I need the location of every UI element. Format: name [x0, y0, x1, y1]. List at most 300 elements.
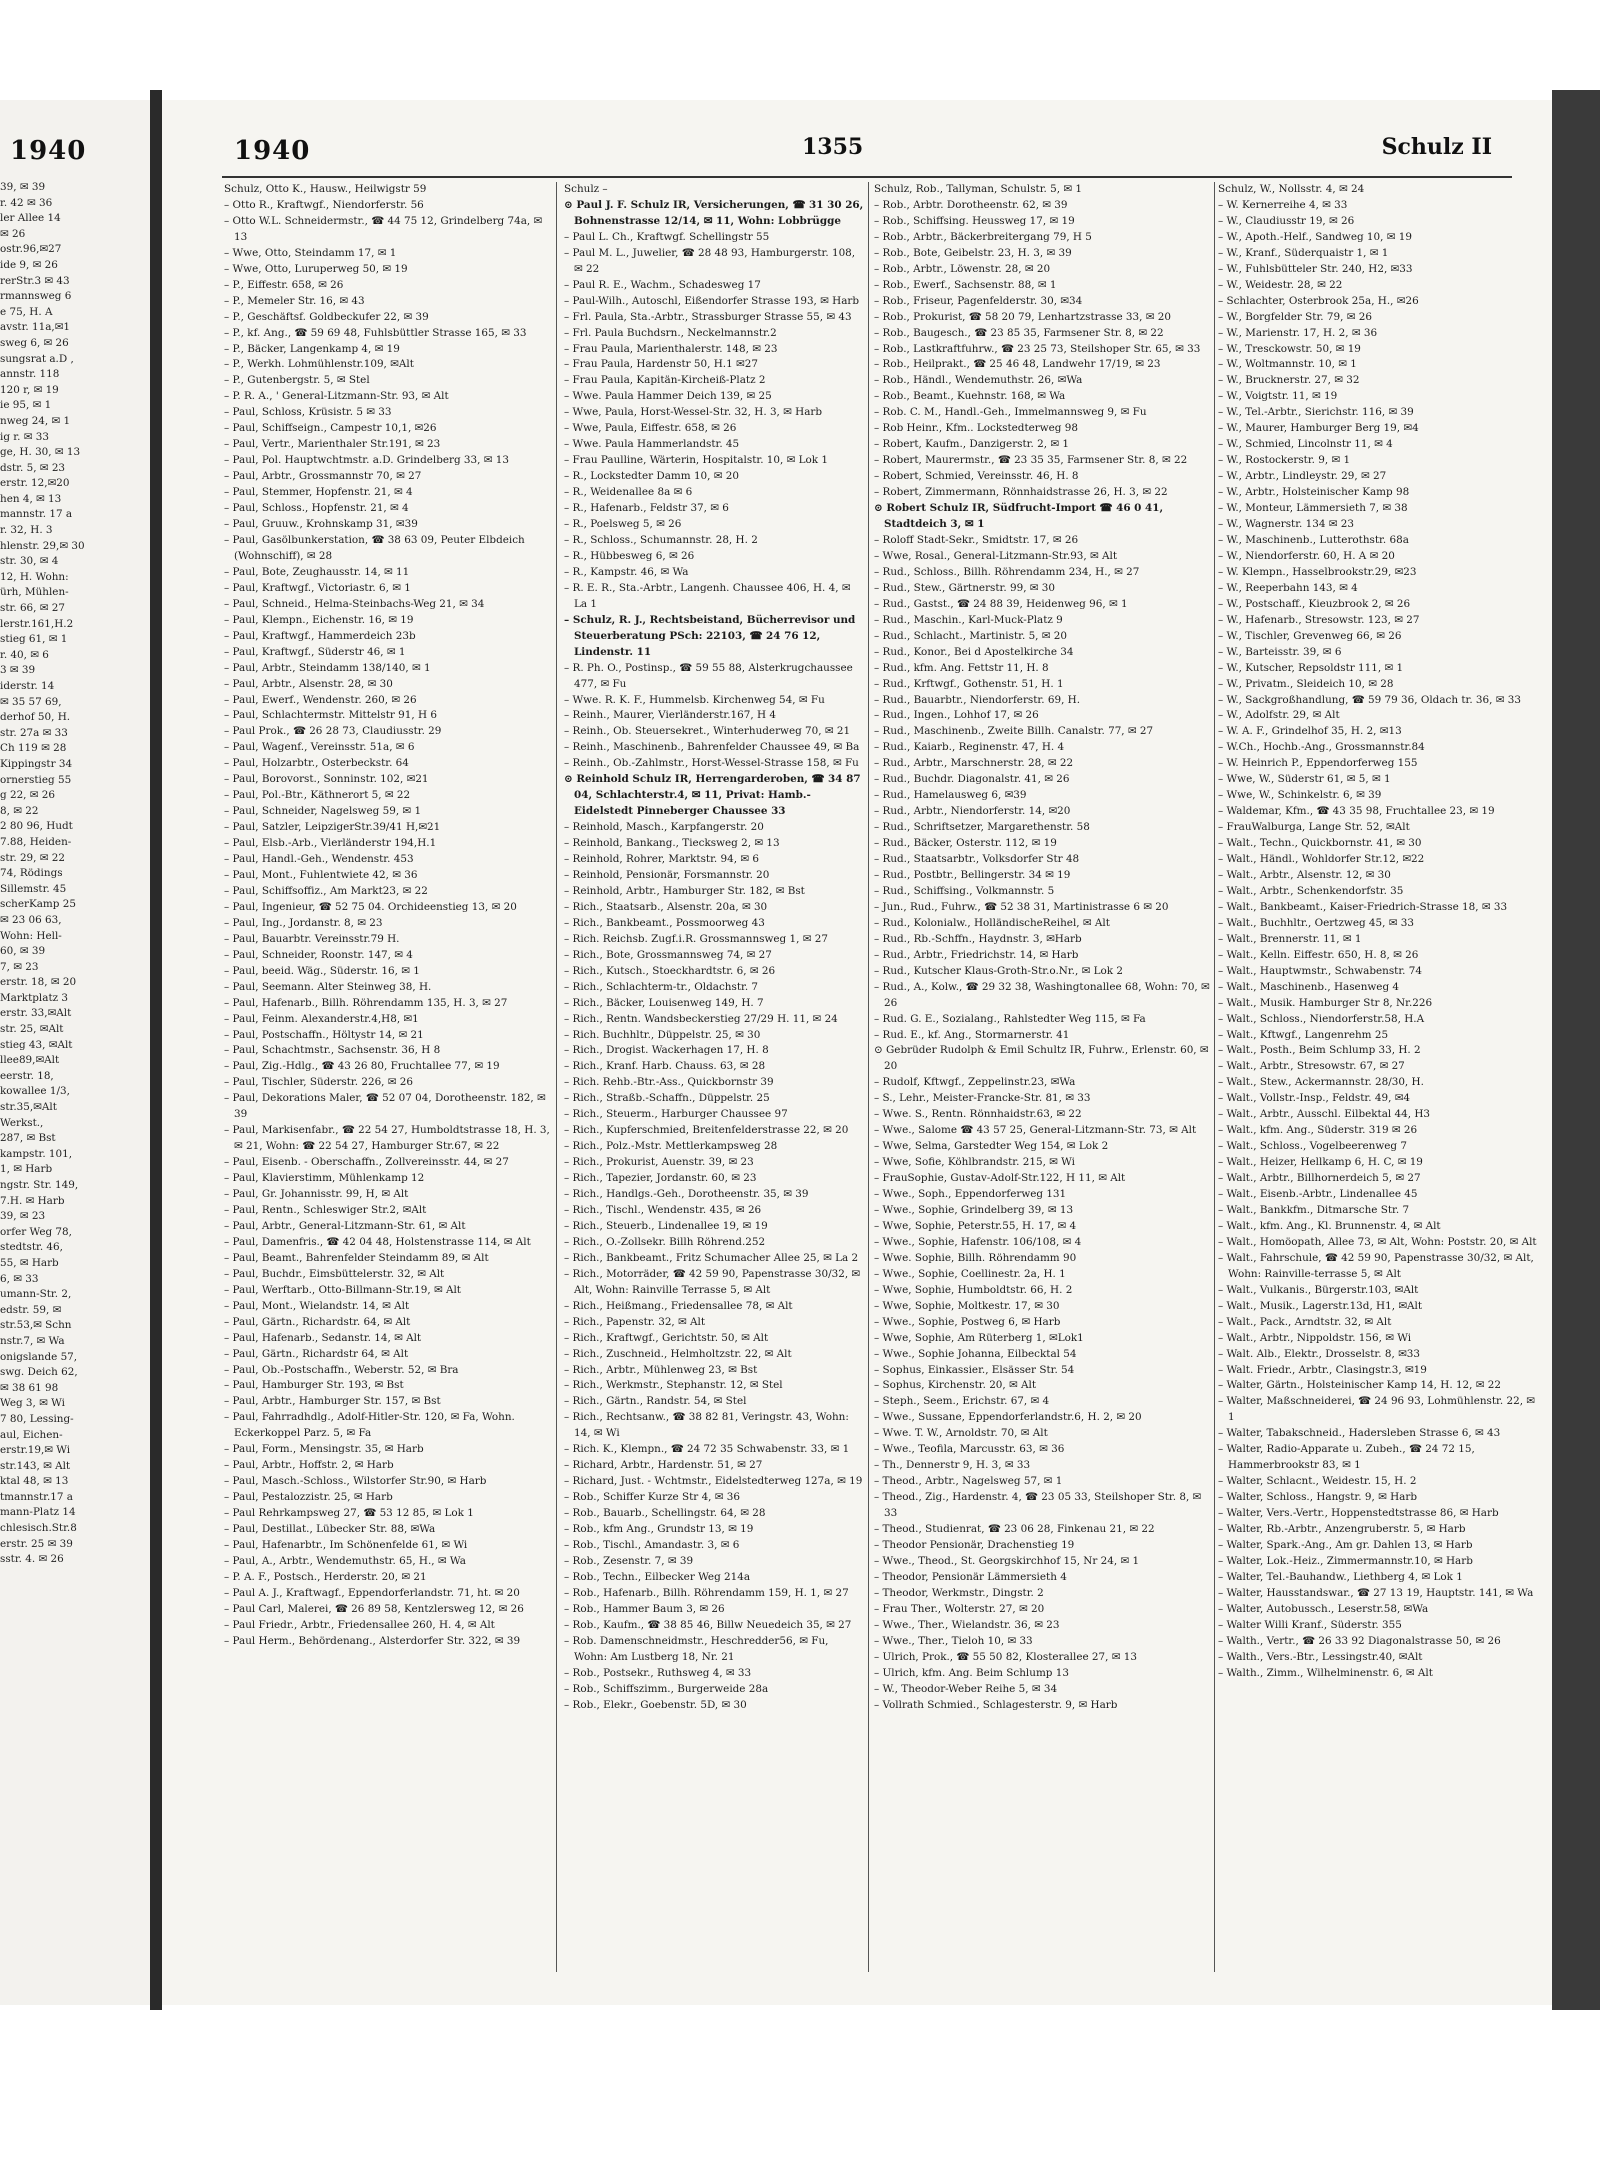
left-page-line: erstr. 25 ✉ 39 [0, 1537, 73, 1550]
left-page-line: Sillemstr. 45 [0, 882, 67, 895]
left-page-line: erstr. 33,✉Alt [0, 1007, 72, 1020]
directory-entry: – Wwe, Paula, Eiffestr. 658, ✉ 26 [564, 422, 737, 435]
directory-entry: – Rud., Kolonialw., HolländischeReihel, ✉ Alt [874, 916, 1110, 929]
directory-entry: – Paul, Schneid., Helma-Steinbachs-Weg 21, ✉ 34 [224, 597, 485, 610]
directory-entry: – Wwe., Ther., Tieloh 10, ✉ 33 [874, 1634, 1033, 1647]
directory-entry: – Paul, Wagenf., Vereinsstr. 51a, ✉ 6 [224, 741, 415, 754]
directory-entry: – Paul, Satzler, LeipzigerStr.39/41 H,✉21 [224, 821, 441, 834]
directory-entry: – W., Privatm., Sleideich 10, ✉ 28 [1218, 677, 1394, 690]
directory-entry: – Paul, Damenfris., ☎ 42 04 48, Holstenstrasse 114, ✉ Alt [224, 1235, 531, 1248]
directory-entry: – Theod., Studienrat, ☎ 23 06 28, Finkenau 21, ✉ 22 [874, 1523, 1155, 1536]
left-page-line: erstr. 18, ✉ 20 [0, 976, 77, 989]
directory-entry: – Wwe., Sophie, Coellinestr. 2a, H. 1 [874, 1267, 1066, 1280]
directory-entry: – Walter, Tabakschneid., Hadersleben Strasse 6, ✉ 43 [1218, 1427, 1501, 1440]
directory-entry: – Rich., Papenstr. 32, ✉ Alt [564, 1315, 706, 1328]
directory-entry: – Frl. Paula, Sta.-Arbtr., Strassburger Strasse 55, ✉ 43 [564, 310, 852, 323]
directory-entry: – Rud., Arbtr., Friedrichstr. 14, ✉ Harb [874, 948, 1079, 961]
left-page-line: lerstr.161,H.2 [0, 617, 74, 630]
directory-entry: – Walter, Tel.-Bauhandw., Liethberg 4, ✉ Lok 1 [1218, 1570, 1463, 1583]
directory-entry: – Rud., Schloss., Billh. Röhrendamm 234, H., ✉ 27 [874, 565, 1140, 578]
directory-entry: – Rob., Baugesch., ☎ 23 85 35, Farmsener Str. 8, ✉ 22 [874, 326, 1164, 339]
left-page-line: e 75, H. A [0, 305, 53, 318]
left-page-line: mannstr. 17 a [0, 508, 73, 521]
directory-entry: – Wwe. Paula Hammer Deich 139, ✉ 25 [564, 390, 772, 403]
directory-entry: – W., Reeperbahn 143, ✉ 4 [1218, 581, 1358, 594]
directory-entry: – Wwe., Sophie, Grindelberg 39, ✉ 13 [874, 1204, 1074, 1216]
book-spine [150, 90, 162, 2010]
directory-entry: – Paul, Ob.-Postschaffn., Weberstr. 52, ✉ Bra [224, 1363, 459, 1376]
directory-entry: – Paul, Kraftwgf., Victoriastr. 6, ✉ 1 [224, 581, 411, 594]
directory-entry: – P., Werkh. Lohmühlenstr.109, ✉Alt [224, 358, 414, 371]
directory-entry: – Paul, Schneider, Nagelsweg 59, ✉ 1 [224, 805, 422, 818]
directory-entry: – Rob., Beamt., Kuehnstr. 168, ✉ Wa [874, 390, 1066, 403]
directory-entry: – Roloff Stadt-Sekr., Smidtstr. 17, ✉ 26 [874, 533, 1079, 546]
left-page-fragment [0, 100, 150, 2005]
directory-entry: – W., Theodor-Weber Reihe 5, ✉ 34 [874, 1682, 1058, 1695]
directory-entry: Schulz, W., Nollsstr. 4, ✉ 24 [1218, 183, 1365, 195]
directory-entry: – Rudolf, Kftwgf., Zeppelinstr.23, ✉Wa [874, 1076, 1076, 1089]
directory-entry: – Rob., Hafenarb., Billh. Röhrendamm 159, H. 1, ✉ 27 [564, 1586, 849, 1599]
left-page-line: str.53,✉ Schn [0, 1319, 72, 1332]
scan-top-border [0, 0, 1600, 90]
directory-entry: – Rob., Postsekr., Ruthsweg 4, ✉ 33 [564, 1666, 752, 1679]
directory-entry: – Paul, Kraftwgf., Süderstr 46, ✉ 1 [224, 645, 406, 658]
directory-entry: – Walter, Schloss., Hangstr. 9, ✉ Harb [1218, 1491, 1417, 1504]
left-page-line: ✉ 23 06 63, [0, 913, 62, 926]
directory-entry: – Rud., Krftwgf., Gothenstr. 51, H. 1 [874, 677, 1064, 690]
directory-entry: – Rud., Konor., Bei d Apostelkirche 34 [874, 645, 1074, 658]
directory-entry: – Rob., Elekr., Goebenstr. 5D, ✉ 30 [564, 1698, 747, 1711]
directory-entry: – Paul, Kraftwgf., Hammerdeich 23b [224, 629, 416, 642]
directory-entry: – Rud., Buchdr. Diagonalstr. 41, ✉ 26 [874, 773, 1070, 786]
directory-entry: – Reinhold, Masch., Karpfangerstr. 20 [564, 821, 764, 834]
directory-entry: – Paul, Hafenarb., Billh. Röhrendamm 135, H. 3, ✉ 27 [224, 996, 508, 1009]
directory-entry: – R., Poelsweg 5, ✉ 26 [564, 518, 682, 531]
directory-entry: – Paul Prok., ☎ 26 28 73, Claudiusstr. 29 [224, 725, 442, 738]
directory-entry: Schulz, Rob., Tallyman, Schulstr. 5, ✉ 1 [874, 183, 1082, 195]
directory-entry: – Paul, Holzarbtr., Osterbeckstr. 64 [224, 757, 409, 770]
directory-entry: – Rud., Schiffsing., Volkmannstr. 5 [874, 884, 1055, 897]
directory-entry: – Paul L. Ch., Kraftwgf. Schellingstr 55 [564, 230, 770, 243]
directory-entry: – W., Tel.-Arbtr., Sierichstr. 116, ✉ 39 [1218, 406, 1414, 419]
directory-entry: – R. Ph. O., Postinsp., ☎ 59 55 88, Alsterkrugchaussee 477, ✉ Fu [564, 661, 853, 690]
directory-entry: – Rich., Kutsch., Stoeckhardtstr. 6, ✉ 26 [564, 964, 776, 977]
directory-entry: – Wwe, Rosal., General-Litzmann-Str.93, ✉ Alt [874, 549, 1118, 562]
left-page-line: g 22, ✉ 26 [0, 789, 56, 802]
directory-entry: – Walt., Arbtr., Nippoldstr. 156, ✉ Wi [1218, 1331, 1412, 1344]
directory-entry: – Paul, Hafenarbtr., Im Schönenfelde 61, ✉ Wi [224, 1539, 468, 1552]
directory-entry: – Rich., Bote, Grossmannsweg 74, ✉ 27 [564, 948, 772, 961]
directory-entry: – Paul, Arbtr., General-Litzmann-Str. 61, ✉ Alt [224, 1219, 466, 1232]
directory-entry: – Rob. Damenschneidmstr., Heschredder56, ✉ Fu, Wohn: Am Lustberg 18, Nr. 21 [564, 1634, 829, 1663]
directory-entry: – W., Marienstr. 17, H. 2, ✉ 36 [1218, 326, 1378, 339]
directory-entry: – Rob., Arbtr., Löwenstr. 28, ✉ 20 [874, 262, 1051, 275]
directory-entry: – Paul, Schneider, Roonstr. 147, ✉ 4 [224, 948, 413, 961]
directory-entry: – Walt., Vulkanis., Bürgerstr.103, ✉Alt [1218, 1283, 1419, 1296]
directory-entry: ⊙ Paul J. F. Schulz IR, Versicherungen, ☎ 31 30 26, Bohnenstrasse 12/14, ✉ 11, Wohn: Lobbrügge [564, 198, 864, 227]
scan-right-border [1552, 90, 1600, 2010]
directory-entry: – Frau Paulline, Wärterin, Hospitalstr. 10, ✉ Lok 1 [564, 454, 829, 467]
directory-entry: – W., Rostockerstr. 9, ✉ 1 [1218, 454, 1351, 467]
directory-entry: – Reinhold, Arbtr., Hamburger Str. 182, ✉ Bst [564, 884, 805, 897]
directory-entry: – Paul Herm., Behördenang., Alsterdorfer Str. 322, ✉ 39 [224, 1634, 521, 1647]
directory-entry: – W., Brucknerstr. 27, ✉ 32 [1218, 374, 1360, 387]
directory-entry: – Paul, Dekorations Maler, ☎ 52 07 04, Dorotheenstr. 182, ✉ 39 [224, 1092, 546, 1121]
directory-entry: – Paul, A., Arbtr., Wendemuthstr. 65, H., ✉ Wa [224, 1554, 466, 1567]
directory-entry: – Rud., Bäcker, Osterstr. 112, ✉ 19 [874, 837, 1057, 850]
directory-entry: – Rob., kfm Ang., Grundstr 13, ✉ 19 [564, 1523, 754, 1536]
directory-entry: – Wwe., Teofila, Marcusstr. 63, ✉ 36 [874, 1443, 1065, 1456]
left-page-line: Werkst., [0, 1116, 44, 1129]
directory-entry: – Walter, Hausstandswar., ☎ 27 13 19, Hauptstr. 141, ✉ Wa [1218, 1586, 1534, 1599]
directory-entry: – W., Kutscher, Repsoldstr 111, ✉ 1 [1218, 661, 1404, 674]
left-page-line: 39, ✉ 23 [0, 1210, 46, 1223]
directory-entry: – Paul, Zig.-Hdlg., ☎ 43 26 80, Fruchtallee 77, ✉ 19 [224, 1060, 500, 1073]
column-divider [1214, 182, 1215, 1972]
left-page-line: ngstr. Str. 149, [0, 1179, 79, 1191]
directory-page [162, 100, 1552, 2005]
directory-entry: – Wwe, W., Süderstr 61, ✉ 5, ✉ 1 [1218, 773, 1391, 786]
left-page-line: stieg 61, ✉ 1 [0, 633, 68, 646]
directory-entry: – Rud., Maschin., Karl-Muck-Platz 9 [874, 613, 1063, 626]
left-page-line: 2 80 96, Hudt [0, 820, 73, 833]
directory-entry: – Paul, Bote, Zeughausstr. 14, ✉ 11 [224, 565, 410, 578]
directory-entry: – Robert, Maurermstr., ☎ 23 35 35, Farmsener Str. 8, ✉ 22 [874, 454, 1188, 467]
directory-entry: – R., Schloss., Schumannstr. 28, H. 2 [564, 533, 758, 546]
directory-entry: – W., Woltmannstr. 10, ✉ 1 [1218, 358, 1357, 371]
directory-entry: – Robert, Kaufm., Danzigerstr. 2, ✉ 1 [874, 438, 1069, 451]
directory-entry: – Rob., Prokurist, ☎ 58 20 79, Lenhartzstrasse 33, ✉ 20 [874, 310, 1171, 323]
directory-entry: – Paul, Destillat., Lübecker Str. 88, ✉Wa [224, 1523, 436, 1536]
directory-entry: – Wwe., Salome ☎ 43 57 25, General-Litzmann-Str. 73, ✉ Alt [874, 1124, 1197, 1137]
directory-entry: – R., Hübbesweg 6, ✉ 26 [564, 549, 695, 562]
directory-entry: – Paul, Arbtr., Steindamm 138/140, ✉ 1 [224, 661, 431, 674]
directory-entry: – Walter, Maßschneiderei, ☎ 24 96 93, Lohmühlenstr. 22, ✉ 1 [1218, 1395, 1536, 1424]
directory-entry: – Paul, Ingenieur, ☎ 52 75 04. Orchideenstieg 13, ✉ 20 [224, 900, 517, 913]
directory-entry: – Rob., Schiffsing. Heussweg 17, ✉ 19 [874, 214, 1075, 227]
directory-entry: – Paul, Hamburger Str. 193, ✉ Bst [224, 1379, 404, 1392]
left-page-line: nstr.7, ✉ Wa [0, 1334, 65, 1347]
left-page-line: stieg 43, ✉Alt [0, 1038, 73, 1051]
directory-entry: – Wwe, Sofie, Köhlbrandstr. 215, ✉ Wi [874, 1156, 1076, 1169]
directory-entry: – Walt., Vollstr.-Insp., Feldstr. 49, ✉4 [1218, 1092, 1411, 1105]
directory-entry: – Walt., Musik. Hamburger Str 8, Nr.226 [1218, 996, 1433, 1009]
directory-entry: – P., Eiffestr. 658, ✉ 26 [224, 278, 344, 291]
directory-entry: – Walter, Lok.-Heiz., Zimmermannstr.10, ✉ Harb [1218, 1554, 1473, 1567]
directory-entry: – W. A. F., Grindelhof 35, H. 2, ✉13 [1218, 725, 1402, 738]
directory-entry: – Walt., Kftwgf., Langenrehm 25 [1218, 1028, 1389, 1041]
directory-entry: – Paul, Schlachtermstr. Mittelstr 91, H 6 [224, 709, 437, 722]
left-page-line: dstr. 5, ✉ 23 [0, 461, 66, 474]
directory-entry: – Rich., Steuerm., Harburger Chaussee 97 [564, 1108, 788, 1121]
directory-entry: – Wwe, Otto, Luruperweg 50, ✉ 19 [224, 262, 408, 275]
directory-entry: – R. E. R., Sta.-Arbtr., Langenh. Chaussee 406, H. 4, ✉ La 1 [564, 581, 851, 610]
directory-entry: – Reinh., Ob.-Zahlmstr., Horst-Wessel-Strasse 158, ✉ Fu [564, 757, 859, 770]
directory-entry: – Rich., Bankbeamt., Fritz Schumacher Allee 25, ✉ La 2 [564, 1251, 859, 1264]
left-page-line: edstr. 59, ✉ [0, 1303, 62, 1316]
directory-entry: – Paul, Mont., Fuhlentwiete 42, ✉ 36 [224, 868, 418, 881]
directory-entry: – Ulrich, Prok., ☎ 55 50 82, Klosterallee 27, ✉ 13 [874, 1650, 1137, 1663]
left-page-line: eerstr. 18, [0, 1069, 54, 1082]
directory-entry: – Wwe, W., Schinkelstr. 6, ✉ 39 [1218, 789, 1382, 802]
left-page-line: Kippingstr 34 [0, 757, 73, 770]
directory-entry: – Paul, Gr. Johannisstr. 99, H, ✉ Alt [224, 1188, 409, 1201]
left-page-line: erstr.19,✉ Wi [0, 1444, 71, 1457]
directory-entry: – Rob., Bote, Geibelstr. 23, H. 3, ✉ 39 [874, 246, 1072, 259]
column-divider [868, 182, 869, 1972]
directory-entry: – Walth., Zimm., Wilhelminenstr. 6, ✉ Alt [1218, 1666, 1433, 1679]
directory-entry: – Rich., O.-Zollsekr. Billh Röhrend.252 [564, 1235, 766, 1248]
directory-entry: – Th., Dennerstr 9, H. 3, ✉ 33 [874, 1459, 1031, 1472]
directory-entry: – Walt. Alb., Elektr., Drosselstr. 8, ✉33 [1218, 1347, 1420, 1360]
directory-entry: – Wwe, Otto, Steindamm 17, ✉ 1 [224, 246, 397, 259]
directory-entry: – Paul, Elsb.-Arb., Vierländerstr 194,H.1 [224, 837, 437, 850]
left-page-line: mann-Platz 14 [0, 1506, 76, 1519]
left-page-line: 39, ✉ 39 [0, 181, 46, 193]
directory-entry: – Sophus, Kirchenstr. 20, ✉ Alt [874, 1379, 1037, 1392]
directory-entry: – Richard, Arbtr., Hardenstr. 51, ✉ 27 [564, 1459, 763, 1472]
directory-entry: – Walt., Händl., Wohldorfer Str.12, ✉22 [1218, 853, 1425, 866]
directory-entry: – Walt., Arbtr., Billhornerdeich 5, ✉ 27 [1218, 1172, 1421, 1185]
directory-entry: – Reinhold, Bankang., Tiecksweg 2, ✉ 13 [564, 837, 780, 850]
directory-entry: – Wwe, Sophie, Moltkestr. 17, ✉ 30 [874, 1299, 1060, 1312]
left-page-line: 7.H. ✉ Harb [0, 1194, 65, 1207]
left-page-line: nweg 24, ✉ 1 [0, 414, 71, 427]
left-page-lines [0, 180, 148, 1568]
left-page-line: str. 30, ✉ 4 [0, 555, 59, 568]
directory-entry: – R., Weidenallee 8a ✉ 6 [564, 486, 693, 499]
left-page-line: annstr. 118 [0, 368, 60, 381]
directory-entry: – Wwe, Paula, Horst-Wessel-Str. 32, H. 3, ✉ Harb [564, 406, 823, 419]
directory-entry: – Walter, Autobussch., Leserstr.58, ✉Wa [1218, 1602, 1429, 1615]
directory-entry: – Rud., Postbtr., Bellingerstr. 34 ✉ 19 [874, 868, 1071, 881]
directory-entry: – Rich., Werkmstr., Stephanstr. 12, ✉ Stel [564, 1379, 783, 1392]
directory-entry: ⊙ Reinhold Schulz IR, Herrengarderoben, ☎ 34 87 04, Schlachterstr.4, ✉ 11, Privat: Hamb.-Eidelstedt Pinneberger Chaussee 33 [564, 773, 861, 818]
left-page-line: 8, ✉ 22 [0, 804, 39, 817]
directory-entry: – Paul, Schachtmstr., Sachsenstr. 36, H 8 [224, 1044, 441, 1057]
directory-entry: – Paul, Buchdr., Eimsbüttelerstr. 32, ✉ Alt [224, 1267, 445, 1280]
directory-entry: – Paul, Vertr., Marienthaler Str.191, ✉ 23 [224, 438, 441, 451]
directory-entry: – Rob., Lastkraftfuhrw., ☎ 23 25 73, Steilshoper Str. 65, ✉ 33 [874, 342, 1201, 355]
left-page-line: hlenstr. 29,✉ 30 [0, 539, 85, 552]
directory-entry: – Rud., Rb.-Schffn., Haydnstr. 3, ✉Harb [874, 932, 1082, 945]
directory-entry: – P., kf. Ang., ☎ 59 69 48, Fuhlsbüttler Strasse 165, ✉ 33 [224, 326, 527, 339]
left-page-line: 287, ✉ Bst [0, 1132, 56, 1145]
directory-entry: – Walt., Bankkfm., Ditmarsche Str. 7 [1218, 1204, 1410, 1216]
directory-entry: – R., Kampstr. 46, ✉ Wa [564, 565, 689, 578]
left-page-line: ürh, Mühlen- [0, 586, 69, 599]
left-page-line: 7, ✉ 23 [0, 960, 39, 973]
directory-entry: – Rob., Arbtr. Dorotheenstr. 62, ✉ 39 [874, 198, 1068, 211]
left-page-line: orfer Weg 78, [0, 1225, 72, 1238]
directory-entry: – Reinhold, Pensionär, Forsmannstr. 20 [564, 868, 770, 881]
directory-entry: – Robert, Schmied, Vereinsstr. 46, H. 8 [874, 470, 1079, 483]
directory-entry: – FrauSophie, Gustav-Adolf-Str.122, H 11, ✉ Alt [874, 1172, 1126, 1185]
directory-entry: – Walt., Stew., Ackermannstr. 28/30, H. [1218, 1076, 1424, 1089]
left-page-line: onigslande 57, [0, 1350, 78, 1363]
directory-entry: – Rich., Rentn. Wandsbeckerstieg 27/29 H. 11, ✉ 24 [564, 1012, 838, 1025]
directory-entry: – Steph., Seem., Erichstr. 67, ✉ 4 [874, 1395, 1050, 1408]
directory-entry: – W., Kranf., Süderquaistr 1, ✉ 1 [1218, 246, 1389, 259]
directory-entry: – Paul, Pol. Hauptwchtmstr. a.D. Grindelberg 33, ✉ 13 [224, 454, 509, 467]
directory-entry: – Rich., Handlgs.-Geh., Dorotheenstr. 35, ✉ 39 [564, 1188, 809, 1201]
directory-entry: – Wwe. R. K. F., Hummelsb. Kirchenweg 54, ✉ Fu [564, 693, 825, 706]
directory-entry: – W., Maurer, Hamburger Berg 19, ✉4 [1218, 422, 1419, 435]
left-page-line: aul, Eichen- [0, 1428, 63, 1441]
directory-entry: – Wwe, Sophie, Peterstr.55, H. 17, ✉ 4 [874, 1219, 1077, 1232]
left-page-line: ✉ 38 61 98 [0, 1381, 59, 1394]
directory-entry: – Walt., Eisenb.-Arbtr., Lindenallee 45 [1218, 1188, 1418, 1201]
left-page-line: 1, ✉ Harb [0, 1163, 53, 1176]
directory-entry: – P., Memeler Str. 16, ✉ 43 [224, 294, 365, 307]
left-page-line: sungsrat a.D , [0, 352, 74, 365]
directory-entry: – Paul, Ing., Jordanstr. 8, ✉ 23 [224, 916, 383, 929]
directory-entry: – Rud., Kutscher Klaus-Groth-Str.o.Nr., ✉ Lok 2 [874, 964, 1123, 977]
directory-entry: – Walt., Fahrschule, ☎ 42 59 90, Papenstrasse 30/32, ✉ Alt, Wohn: Rainville-terrasse 5, ✉ Alt [1218, 1251, 1534, 1280]
directory-entry: – Paul Rehrkampsweg 27, ☎ 53 12 85, ✉ Lok 1 [224, 1507, 474, 1520]
directory-entry: – Rich., Staatsarb., Alsenstr. 20a, ✉ 30 [564, 900, 768, 913]
directory-entry: – Theodor, Pensionär Lämmersieth 4 [874, 1570, 1067, 1583]
directory-entry: – Paul, Masch.-Schloss., Wilstorfer Str.90, ✉ Harb [224, 1475, 487, 1488]
directory-entry: – W., Postschaff., Kieuzbrook 2, ✉ 26 [1218, 597, 1411, 610]
directory-entry: – Rud., Schriftsetzer, Margarethenstr. 58 [874, 821, 1090, 834]
directory-entry: – Wwe, Sophie, Humboldtstr. 66, H. 2 [874, 1283, 1073, 1296]
directory-entry: – Rud., Kaiarb., Reginenstr. 47, H. 4 [874, 741, 1065, 754]
left-page-line: str. 25, ✉Alt [0, 1023, 64, 1036]
directory-entry: – Walt., Kelln. Eiffestr. 650, H. 8, ✉ 26 [1218, 948, 1419, 961]
left-page-line: 74, Rödings [0, 867, 63, 880]
directory-entry: – Jun., Rud., Fuhrw., ☎ 52 38 31, Martinistrasse 6 ✉ 20 [874, 900, 1169, 913]
directory-entry: – Frau Paula, Kapitän-Kircheiß-Platz 2 [564, 374, 766, 387]
directory-entry: – R., Hafenarb., Feldstr 37, ✉ 6 [564, 502, 729, 515]
directory-entry: – Walt., Pack., Arndtstr. 32, ✉ Alt [1218, 1315, 1392, 1328]
directory-entry: – Paul, Beamt., Bahrenfelder Steindamm 89, ✉ Alt [224, 1251, 489, 1264]
directory-entry: – Rich., Tischl., Wendenstr. 435, ✉ 26 [564, 1204, 762, 1216]
directory-entry: – Walt., kfm. Ang., Süderstr. 319 ✉ 26 [1218, 1124, 1418, 1137]
left-page-line: str. 29, ✉ 22 [0, 851, 65, 864]
directory-entry: – Paul, Klavierstimm, Mühlenkamp 12 [224, 1172, 425, 1185]
directory-entry: – Paul, Postschaffn., Höltystr 14, ✉ 21 [224, 1028, 424, 1041]
directory-entry: – Theod., Arbtr., Nagelsweg 57, ✉ 1 [874, 1475, 1063, 1488]
directory-entry: – Paul, Schloss., Hopfenstr. 21, ✉ 4 [224, 502, 409, 515]
directory-entry: – Wwe., Sophie, Hafenstr. 106/108, ✉ 4 [874, 1235, 1082, 1248]
directory-entry: – Theod., Zig., Hardenstr. 4, ☎ 23 05 33, Steilshoper Str. 8, ✉ 33 [874, 1491, 1202, 1520]
directory-entry: – Theodor Pensionär, Drachenstieg 19 [874, 1539, 1075, 1552]
directory-entry: – Robert, Zimmermann, Rönnhaidstrasse 26, H. 3, ✉ 22 [874, 486, 1168, 499]
directory-entry: – W., Arbtr., Lindleystr. 29, ✉ 27 [1218, 470, 1387, 483]
directory-entry: – Paul, Arbtr., Hoffstr. 2, ✉ Harb [224, 1459, 394, 1472]
left-page-line: 60, ✉ 39 [0, 945, 46, 958]
left-page-line: Marktplatz 3 [0, 991, 69, 1004]
directory-entry: – Rob., Friseur, Pagenfelderstr. 30, ✉34 [874, 294, 1083, 307]
directory-entry: – Rud., Maschinenb., Zweite Billh. Canalstr. 77, ✉ 27 [874, 725, 1154, 738]
directory-entry: – Paul, Arbtr., Alsenstr. 28, ✉ 30 [224, 677, 393, 690]
directory-entry: – Rich., Bankbeamt., Possmoorweg 43 [564, 916, 765, 929]
directory-entry: – Paul, Arbtr., Grossmannstr 70, ✉ 27 [224, 470, 422, 483]
directory-entry: – Rich., Kraftwgf., Gerichtstr. 50, ✉ Alt [564, 1331, 769, 1344]
directory-entry: – Frau Paula, Marienthalerstr. 148, ✉ 23 [564, 342, 778, 355]
directory-entry: – Rob. C. M., Handl.-Geh., Immelmannsweg 9, ✉ Fu [874, 406, 1147, 419]
directory-entry: – Paul, Schiffsoffiz., Am Markt23, ✉ 22 [224, 884, 428, 897]
directory-entry: – Paul, Schiffseign., Campestr 10,1, ✉26 [224, 422, 437, 435]
directory-entry: – P., Gutenbergstr. 5, ✉ Stel [224, 374, 370, 387]
directory-entry: – P., Geschäftsf. Goldbeckufer 22, ✉ 39 [224, 310, 429, 323]
directory-entry: – Ulrich, kfm. Ang. Beim Schlump 13 [874, 1666, 1069, 1679]
left-page-line: tmannstr.17 a [0, 1490, 73, 1503]
left-page-line: ie 95, ✉ 1 [0, 399, 52, 412]
directory-entry: – Wwe., Ther., Wielandstr. 36, ✉ 23 [874, 1618, 1060, 1631]
directory-entry: – Walt., Maschinenb., Hasenweg 4 [1218, 980, 1400, 993]
left-page-line: Ch 119 ✉ 28 [0, 742, 67, 755]
directory-entry: – Walt., Brennerstr. 11, ✉ 1 [1218, 932, 1362, 945]
directory-entry: – W., Arbtr., Holsteinischer Kamp 98 [1218, 486, 1410, 499]
directory-entry: – Wwe, Sophie, Am Rüterberg 1, ✉Lok1 [874, 1331, 1084, 1344]
left-page-line: 6, ✉ 33 [0, 1272, 39, 1285]
directory-entry: – Rob., Heilprakt., ☎ 25 46 48, Landwehr 17/19, ✉ 23 [874, 358, 1161, 371]
directory-entry: – Rud., Ingen., Lohhof 17, ✉ 26 [874, 709, 1039, 722]
directory-entry: – Paul Friedr., Arbtr., Friedensallee 260, H. 4, ✉ Alt [224, 1618, 495, 1631]
directory-entry: – Rich., Arbtr., Mühlenweg 23, ✉ Bst [564, 1363, 758, 1376]
directory-entry: – Rud., Arbtr., Niendorferstr. 14, ✉20 [874, 805, 1071, 818]
left-page-line: sstr. 4. ✉ 26 [0, 1553, 64, 1566]
directory-entry: – Walt., Bankbeamt., Kaiser-Friedrich-Strasse 18, ✉ 33 [1218, 900, 1508, 913]
directory-entry: Schulz – [564, 183, 608, 195]
left-page-line: chlesisch.Str.8 [0, 1522, 77, 1535]
directory-entry: – Walt., Schloss., Niendorferstr.58, H.A [1218, 1012, 1425, 1025]
directory-entry: – Walter, Vers.-Vertr., Hoppenstedtstrasse 86, ✉ Harb [1218, 1507, 1499, 1520]
directory-entry: – Walth., Vers.-Btr., Lessingstr.40, ✉Alt [1218, 1650, 1423, 1663]
directory-entry: – Paul, Form., Mensingstr. 35, ✉ Harb [224, 1443, 424, 1456]
directory-entry: – Rob., Ewerf., Sachsenstr. 88, ✉ 1 [874, 278, 1057, 291]
directory-entry: – Paul, Tischler, Süderstr. 226, ✉ 26 [224, 1076, 414, 1089]
directory-entry: – Wwe., Soph., Eppendorferweg 131 [874, 1188, 1067, 1201]
directory-entry: – Paul, Rentn., Schleswiger Str.2, ✉Alt [224, 1204, 427, 1216]
directory-entry: – Wwe. S., Rentn. Rönnhaidstr.63, ✉ 22 [874, 1108, 1082, 1121]
left-page-line: kowallee 1/3, [0, 1085, 70, 1098]
directory-entry: – Paul, Eisenb. - Oberschaffn., Zollvereinsstr. 44, ✉ 27 [224, 1156, 509, 1169]
directory-entry: – Rob Heinr., Kfm.. Lockstedterweg 98 [874, 422, 1078, 435]
left-page-line: ✉ 26 [0, 227, 26, 240]
left-page-line: str. 27a ✉ 33 [0, 726, 68, 739]
directory-entry: – Rud., Arbtr., Marschnerstr. 28, ✉ 22 [874, 757, 1074, 770]
directory-entry: ⊙ Gebrüder Rudolph & Emil Schultz IR, Fuhrw., Erlenstr. 60, ✉ 20 [874, 1044, 1209, 1073]
left-page-line: derhof 50, H. [0, 711, 71, 724]
directory-entry: – Paul-Wilh., Autoschl, Eißendorfer Strasse 193, ✉ Harb [564, 294, 860, 307]
directory-column-4 [1218, 182, 1542, 1972]
page-year: 1940 [234, 136, 311, 166]
left-page-line: 55, ✉ Harb [0, 1256, 59, 1269]
directory-entry: – W., Barteisstr. 39, ✉ 6 [1218, 645, 1342, 658]
directory-entry: – Walt., Posth., Beim Schlump 33, H. 2 [1218, 1044, 1421, 1057]
directory-entry: – Rob., Arbtr., Bäckerbreitergang 79, H 5 [874, 230, 1092, 243]
directory-entry: – Rob., Techn., Eilbecker Weg 214a [564, 1570, 751, 1583]
left-page-line: hen 4, ✉ 13 [0, 492, 62, 505]
directory-entry: – Rich., Tapezier, Jordanstr. 60, ✉ 23 [564, 1172, 757, 1185]
directory-entry: – R., Lockstedter Damm 10, ✉ 20 [564, 470, 739, 483]
directory-entry: – Wwe., Sussane, Eppendorferlandstr.6, H. 2, ✉ 20 [874, 1411, 1142, 1424]
left-page-line: 7 80, Lessing- [0, 1412, 74, 1425]
left-page-line: str. 66, ✉ 27 [0, 602, 65, 615]
directory-entry: – Walth., Vertr., ☎ 26 33 92 Diagonalstrasse 50, ✉ 26 [1218, 1634, 1501, 1647]
directory-entry: – Walt., Musik., Lagerstr.13d, H1, ✉Alt [1218, 1299, 1423, 1312]
directory-entry: – Sophus, Einkassier., Elsässer Str. 54 [874, 1363, 1075, 1376]
left-page-line: 3 ✉ 39 [0, 664, 36, 677]
directory-entry: – Rud., Schlacht., Martinistr. 5, ✉ 20 [874, 629, 1068, 642]
directory-entry: – W., Apoth.-Helf., Sandweg 10, ✉ 19 [1218, 230, 1412, 243]
left-page-line: llee89,✉Alt [0, 1054, 60, 1067]
directory-entry: – W.Ch., Hochb.-Ang., Grossmannstr.84 [1218, 741, 1425, 754]
directory-entry: – Schlachter, Osterbrook 25a, H., ✉26 [1218, 294, 1419, 307]
